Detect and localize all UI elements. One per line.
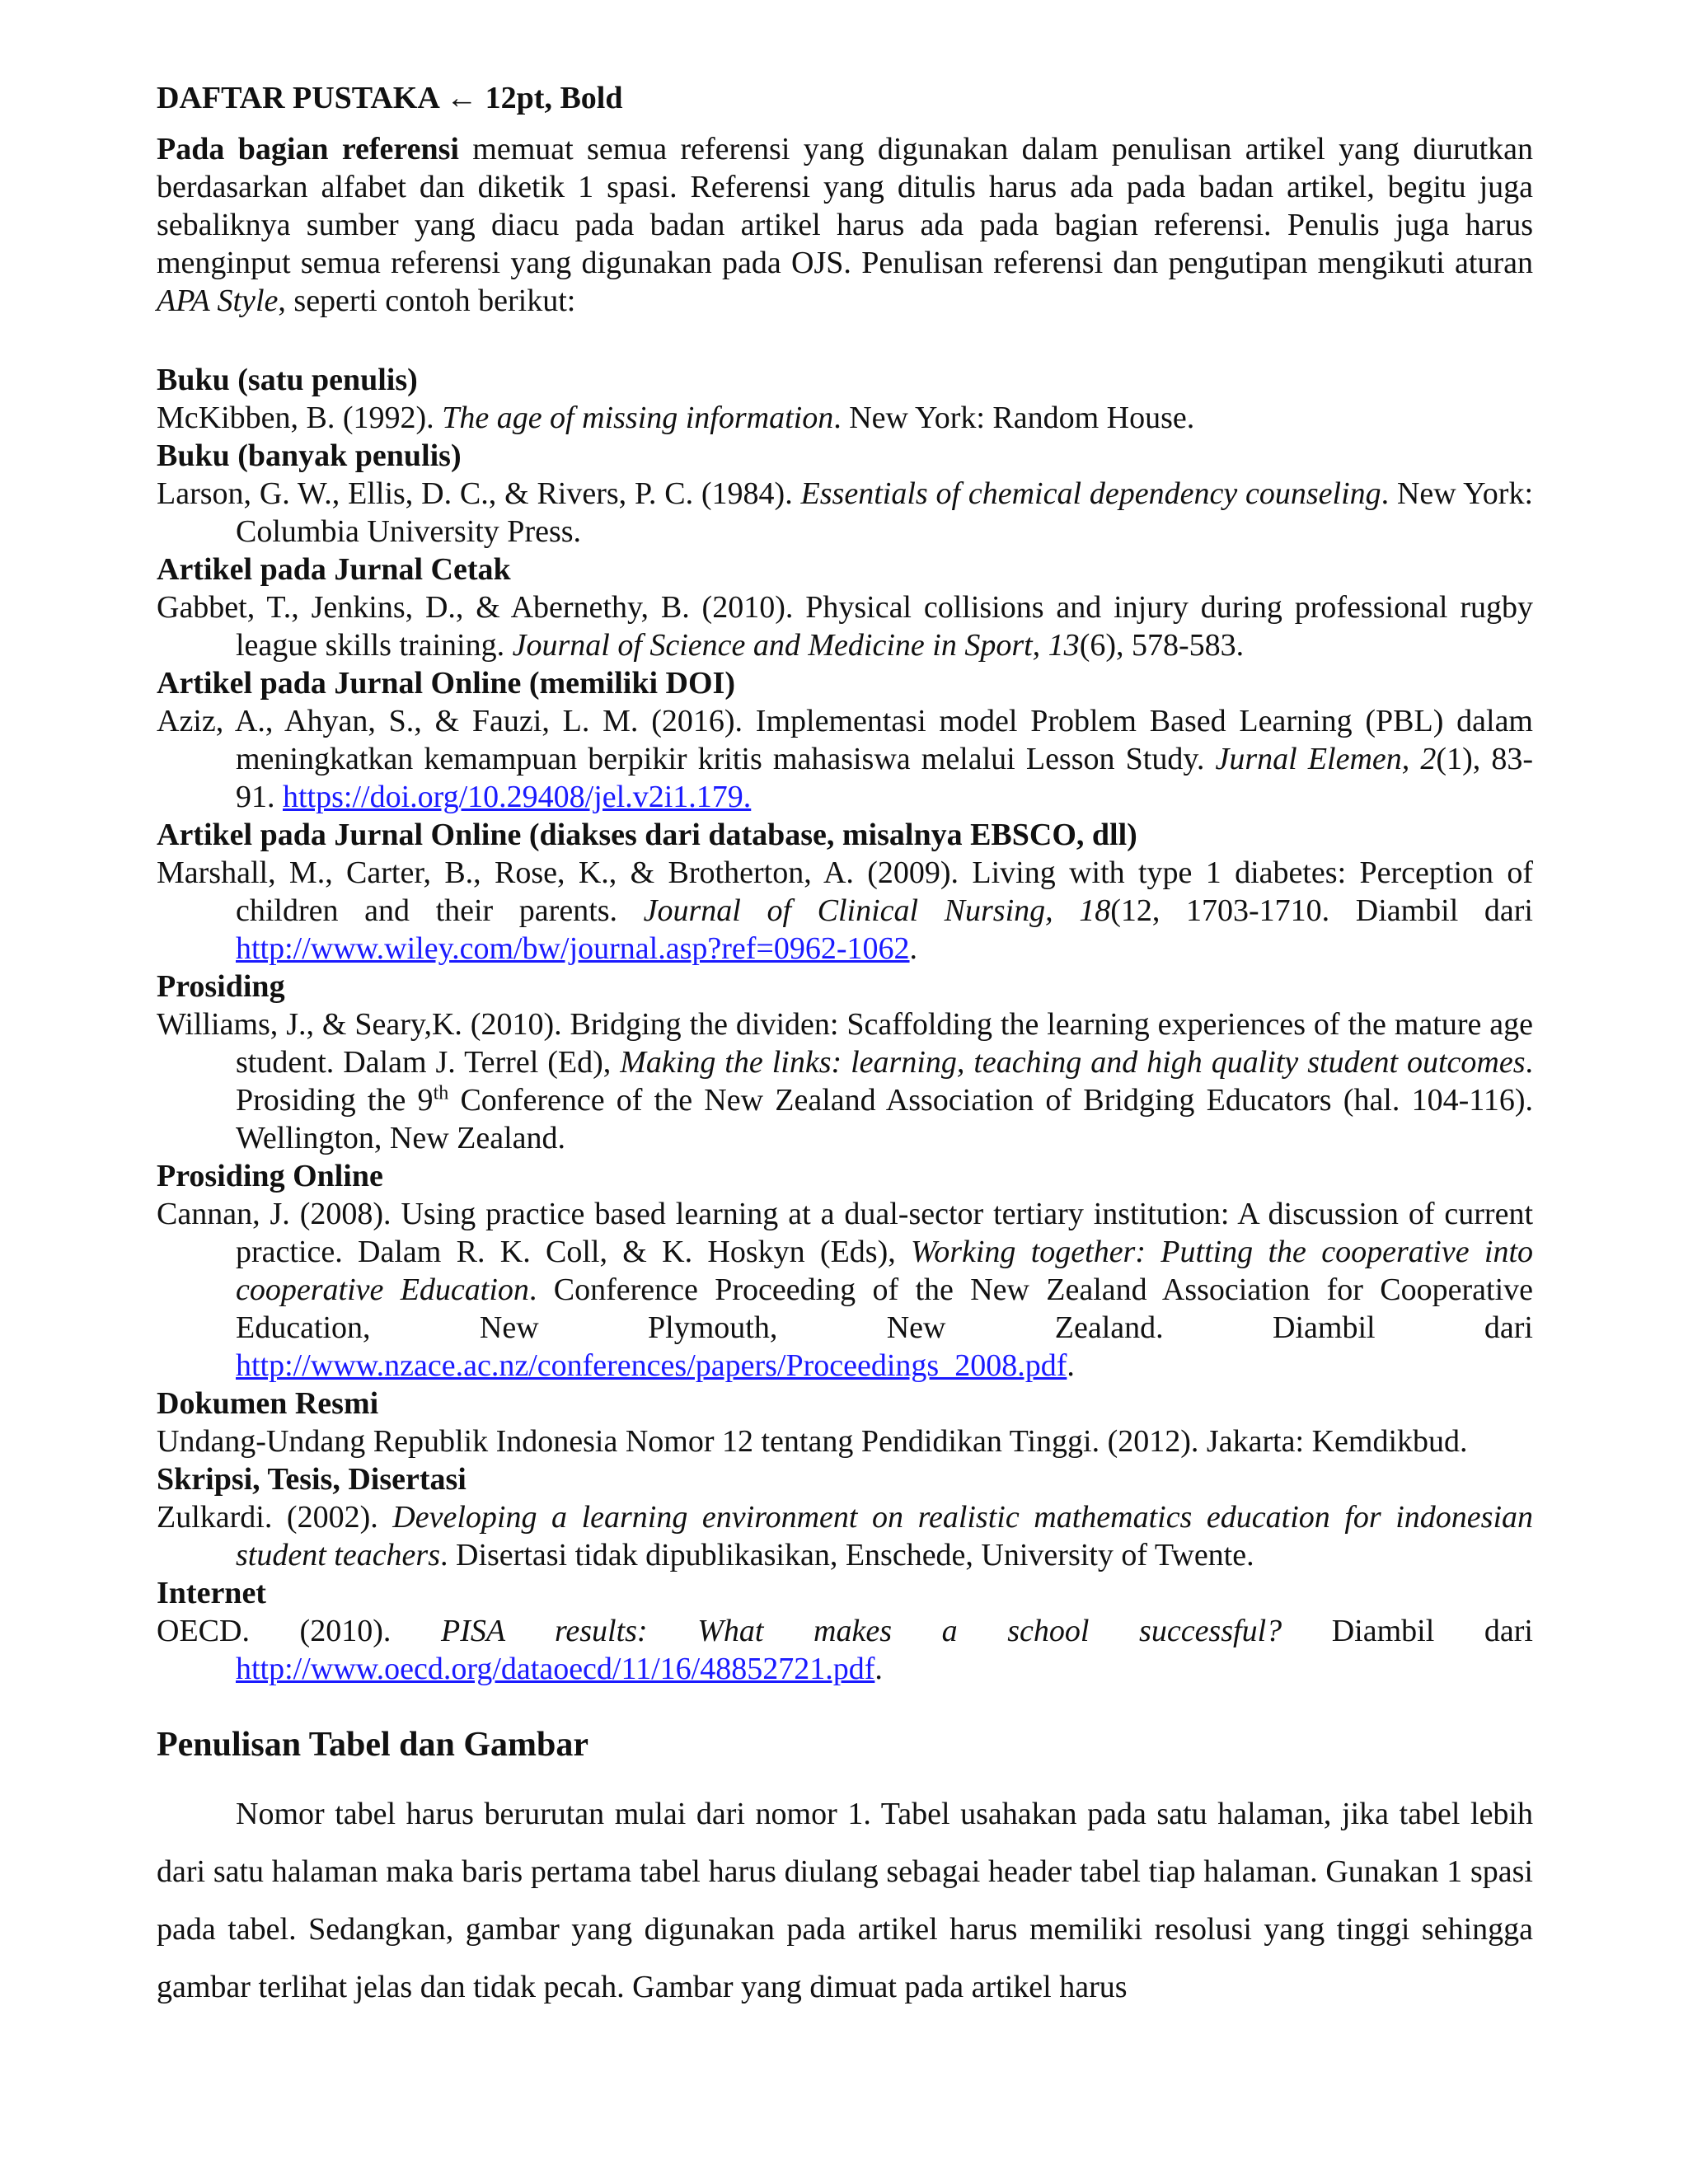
ref-text: Undang-Undang Republik Indonesia Nomor 12 tentang Pendidikan Tinggi. (2012). Jakarta: Kemdikbud. (157, 1424, 1468, 1459)
ref-italic: Essentials of chemical dependency counseling (800, 476, 1381, 511)
ref-italic: Working together: Putting the cooperative into cooperative Education (236, 1235, 1533, 1307)
page-heading: DAFTAR PUSTAKA ← 12pt, Bold (157, 81, 623, 115)
reference-entry (157, 702, 1533, 816)
intro-text-b: , seperti contoh berikut: (278, 284, 576, 318)
section-title: Penulisan Tabel dan Gambar (157, 1726, 588, 1764)
ref-text: Gabbet, T., Jenkins, D., & Abernethy, B. (2010). Physical collisions and injury during professional rugby league skills training. (157, 590, 1533, 663)
ref-text: McKibben, B. (1992). (157, 401, 443, 435)
ref-italic: The age of missing information (442, 401, 834, 435)
ref-italic: Developing a learning environment on realistic mathematics education for indonesian student teachers (236, 1500, 1534, 1572)
oecd-link[interactable]: http://www.oecd.org/dataoecd/11/16/48852721.pdf (236, 1652, 875, 1686)
ref-text: Cannan, J. (2008). Using practice based learning at a dual-sector tertiary institution: A discussion of current practice. Dalam R. K. Coll, & K. Hoskyn (Eds), (157, 1197, 1533, 1269)
ref-italic: Making the links: learning, teaching and high quality student outcomes (620, 1045, 1526, 1080)
ref-text: . New York: Random House. (833, 401, 1195, 435)
section-body-paragraph: Nomor tabel harus berurutan mulai dari nomor 1. Tabel usahakan pada satu halaman, jika tabel lebih dari satu halaman maka baris pertama tabel harus diulang sebagai header tabel tiap halaman. Gunakan 1 spasi pada tabel. Sedangkan, gambar yang digunakan pada artikel harus memiliki resolusi yang tinggi sehingga gambar terlihat jelas dan tidak pecah. Gambar yang dimuat pada artikel harus (157, 1797, 1533, 2004)
wiley-link[interactable]: http://www.wiley.com/bw/journal.asp?ref=0962-1062 (236, 931, 910, 966)
ref-text: . (874, 1652, 883, 1686)
ref-text: . Prosiding the 9 (236, 1045, 1533, 1118)
category-skripsi: Skripsi, Tesis, Disertasi (157, 1462, 467, 1497)
reference-entry (157, 475, 1533, 551)
reference-entry (157, 854, 1533, 968)
category-buku-banyak: Buku (banyak penulis) (157, 438, 462, 473)
document-page (157, 79, 1533, 2016)
ref-text: OECD. (2010). (157, 1614, 441, 1648)
category-jurnal-doi: Artikel pada Jurnal Online (memiliki DOI) (157, 666, 735, 701)
ref-text: . Conference Proceeding of the New Zealand Association for Cooperative Education, New Plymouth, New Zealand. Diambil dari (236, 1272, 1533, 1345)
ref-text: (1), 83-91. (236, 742, 1534, 814)
ref-text: Zulkardi. (2002). (157, 1500, 393, 1535)
category-jurnal-database: Artikel pada Jurnal Online (diakses dari database, misalnya EBSCO, dll) (157, 818, 1137, 852)
ref-text: . (909, 931, 918, 966)
ref-text: . New York: Columbia University Press. (236, 476, 1533, 549)
ref-text: Conference of the New Zealand Association of Bridging Educators (hal. 104-116). Wellington, New Zealand. (236, 1083, 1533, 1155)
doi-link[interactable]: https://doi.org/10.29408/jel.v2i1.179. (283, 780, 752, 814)
ref-text: Marshall, M., Carter, B., Rose, K., & Brotherton, A. (2009). Living with type 1 diabetes: Perception of children and their parents. (157, 855, 1533, 928)
reference-entry (157, 399, 1533, 437)
ref-text: . (1067, 1348, 1075, 1383)
intro-bold-lead: Pada bagian referensi (157, 132, 459, 166)
category-internet: Internet (157, 1576, 266, 1610)
ref-text: Williams, J., & Seary,K. (2010). Bridging the dividen: Scaffolding the learning experiences of the mature age student. Dalam J. Terrel (Ed), (157, 1007, 1533, 1080)
category-prosiding: Prosiding (157, 969, 285, 1004)
nzace-link[interactable]: http://www.nzace.ac.nz/conferences/papers/Proceedings_2008.pdf (236, 1348, 1067, 1383)
category-dokumen-resmi: Dokumen Resmi (157, 1386, 379, 1421)
intro-text-a: memuat semua referensi yang digunakan dalam penulisan artikel yang diurutkan berdasarkan alfabet dan diketik 1 spasi. Referensi yang ditulis harus ada pada badan artikel, begitu juga sebaliknya sumber yang diacu pada badan artikel harus ada pada bagian referensi. Penulis juga harus menginput semua referensi yang digunakan pada OJS. Penulisan referensi dan pengutipan mengikuti aturan (157, 132, 1533, 280)
reference-entry (157, 1005, 1533, 1157)
category-prosiding-online: Prosiding Online (157, 1159, 383, 1193)
intro-paragraph (157, 130, 1533, 320)
ref-italic: PISA results: What makes a school successful? (440, 1614, 1282, 1648)
ref-italic: Journal of Clinical Nursing, 18 (643, 893, 1111, 928)
ref-text: . Disertasi tidak dipublikasikan, Enschede, University of Twente. (440, 1538, 1254, 1572)
reference-entry (157, 1498, 1533, 1574)
reference-entry (157, 1422, 1533, 1460)
reference-entry (157, 1612, 1533, 1688)
ref-text: (12, 1703-1710. Diambil dari (1110, 893, 1533, 928)
ref-italic: Journal of Science and Medicine in Sport, 13 (512, 628, 1080, 663)
category-jurnal-cetak: Artikel pada Jurnal Cetak (157, 552, 511, 587)
ref-text: (6), 578-583. (1079, 628, 1245, 663)
category-buku-satu: Buku (satu penulis) (157, 363, 418, 397)
reference-entry (157, 1195, 1533, 1385)
ref-superscript: th (433, 1082, 449, 1104)
intro-italic: APA Style (157, 284, 279, 318)
ref-text: Larson, G. W., Ellis, D. C., & Rivers, P. C. (1984). (157, 476, 801, 511)
ref-italic: Jurnal Elemen, 2 (1215, 742, 1437, 776)
ref-text: Diambil dari (1282, 1614, 1533, 1648)
ref-text: Aziz, A., Ahyan, S., & Fauzi, L. M. (2016). Implementasi model Problem Based Learning (PBL) dalam meningkatkan kemampuan berpikir kritis mahasiswa melalui Lesson Study. (157, 704, 1533, 776)
reference-entry (157, 588, 1533, 664)
